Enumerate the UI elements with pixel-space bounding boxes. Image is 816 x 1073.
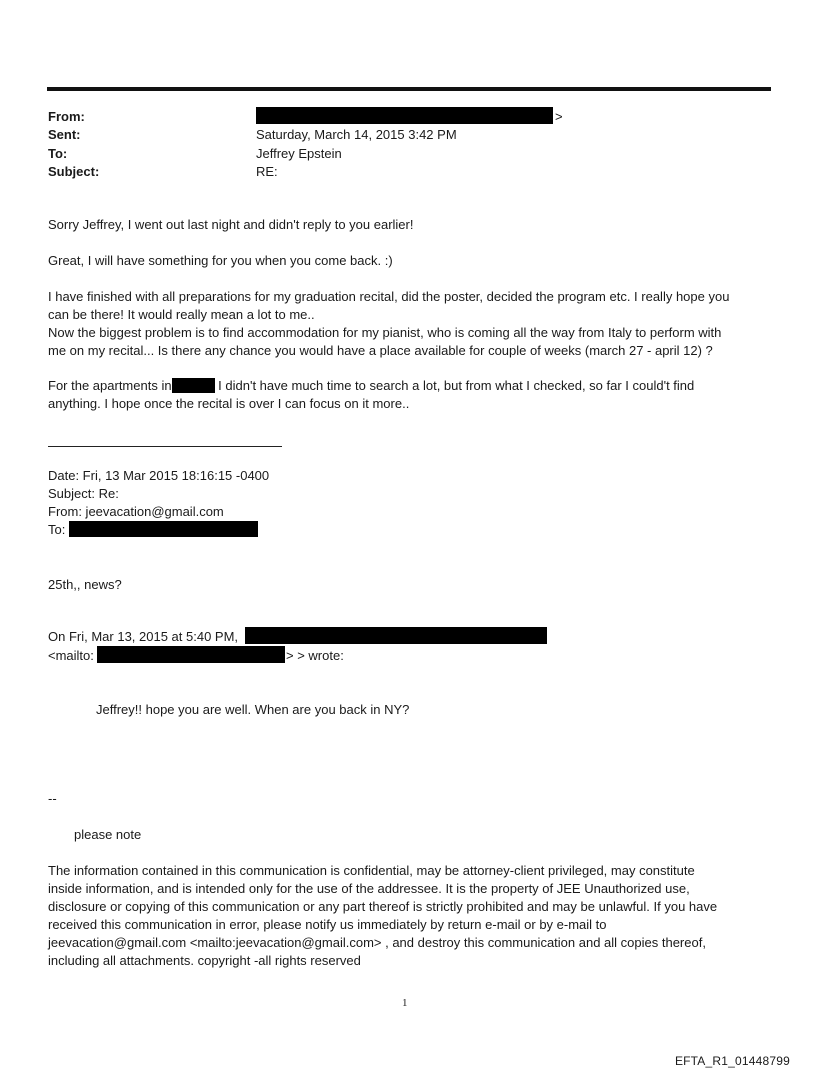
body-paragraph-3-line-2: can be there! It would really mean a lot to me.. [48,307,315,322]
disclaimer-line-2: inside information, and is intended only for the use of the addressee. It is the property of JEE Unauthorized use, [48,881,690,896]
body-paragraph-4-line-2: anything. I hope once the recital is over I can focus on it more.. [48,396,410,411]
to-value: Jeffrey Epstein [256,146,342,161]
subject-value: RE: [256,164,278,179]
body-paragraph-2: Great, I will have something for you when you come back. :) [48,253,393,268]
body-paragraph-3-line-4: me on my recital... Is there any chance you would have a place available for couple of weeks (march 27 - april 12) ? [48,343,713,358]
sender-name-redaction [245,627,547,644]
quoted-to-redaction [69,521,258,537]
disclaimer-line-1: The information contained in this communication is confidential, may be attorney-client privileged, may constitute [48,863,695,878]
quoted-from: From: jeevacation@gmail.com [48,504,224,519]
body-paragraph-4-line-1 [48,377,694,395]
body-paragraph-3-line-1: I have finished with all preparations for my graduation recital, did the poster, decided the program etc. I really hope you [48,289,730,304]
body-paragraph-3-line-3: Now the biggest problem is to find accommodation for my pianist, who is coming all the way from Italy to perform with [48,325,722,340]
from-redaction [256,107,553,124]
disclaimer-line-3: disclosure or copying of this communication or any part thereof is strictly prohibited and may be unlawful. If you have [48,899,718,914]
location-redaction [172,378,215,393]
mailto-suffix: > > wrote: [286,648,344,663]
from-suffix: > [555,109,563,124]
from-label: From: [48,109,85,124]
document-id: EFTA_R1_01448799 [674,1054,790,1068]
disclaimer-line-6: including all attachments. copyright -all rights reserved [48,953,361,968]
sender-email-redaction [97,646,285,663]
mailto-prefix: <mailto: [48,648,94,663]
reply-text: 25th,, news? [48,577,122,592]
page-number: 1 [402,997,408,1009]
sent-value: Saturday, March 14, 2015 3:42 PM [256,127,457,142]
apartments-prefix: For the apartments in [48,378,172,393]
quoted-to-label: To: [48,522,66,537]
header-divider [47,87,771,91]
signature-dashes: -- [48,791,57,806]
disclaimer-line-4: received this communication in error, please notify us immediately by return e-mail or by e-mail to [48,917,607,932]
sent-label: Sent: [48,127,81,142]
subject-label: Subject: [48,164,100,179]
quote-separator [48,446,282,447]
quoted-to [48,521,65,539]
to-label: To: [48,146,68,161]
body-paragraph-1: Sorry Jeffrey, I went out last night and didn't reply to you earlier! [48,217,414,232]
quoted-subject: Subject: Re: [48,486,119,501]
please-note: please note [74,827,142,842]
on-date-line: On Fri, Mar 13, 2015 at 5:40 PM, [48,629,239,644]
inner-message: Jeffrey!! hope you are well. When are you back in NY? [96,702,410,717]
apartments-suffix: I didn't have much time to search a lot, but from what I checked, so far I could't find [214,378,695,393]
disclaimer-line-5: jeevacation@gmail.com <mailto:jeevacation@gmail.com> , and destroy this communication and all copies thereof, [48,935,706,950]
quoted-date: Date: Fri, 13 Mar 2015 18:16:15 -0400 [48,468,270,483]
